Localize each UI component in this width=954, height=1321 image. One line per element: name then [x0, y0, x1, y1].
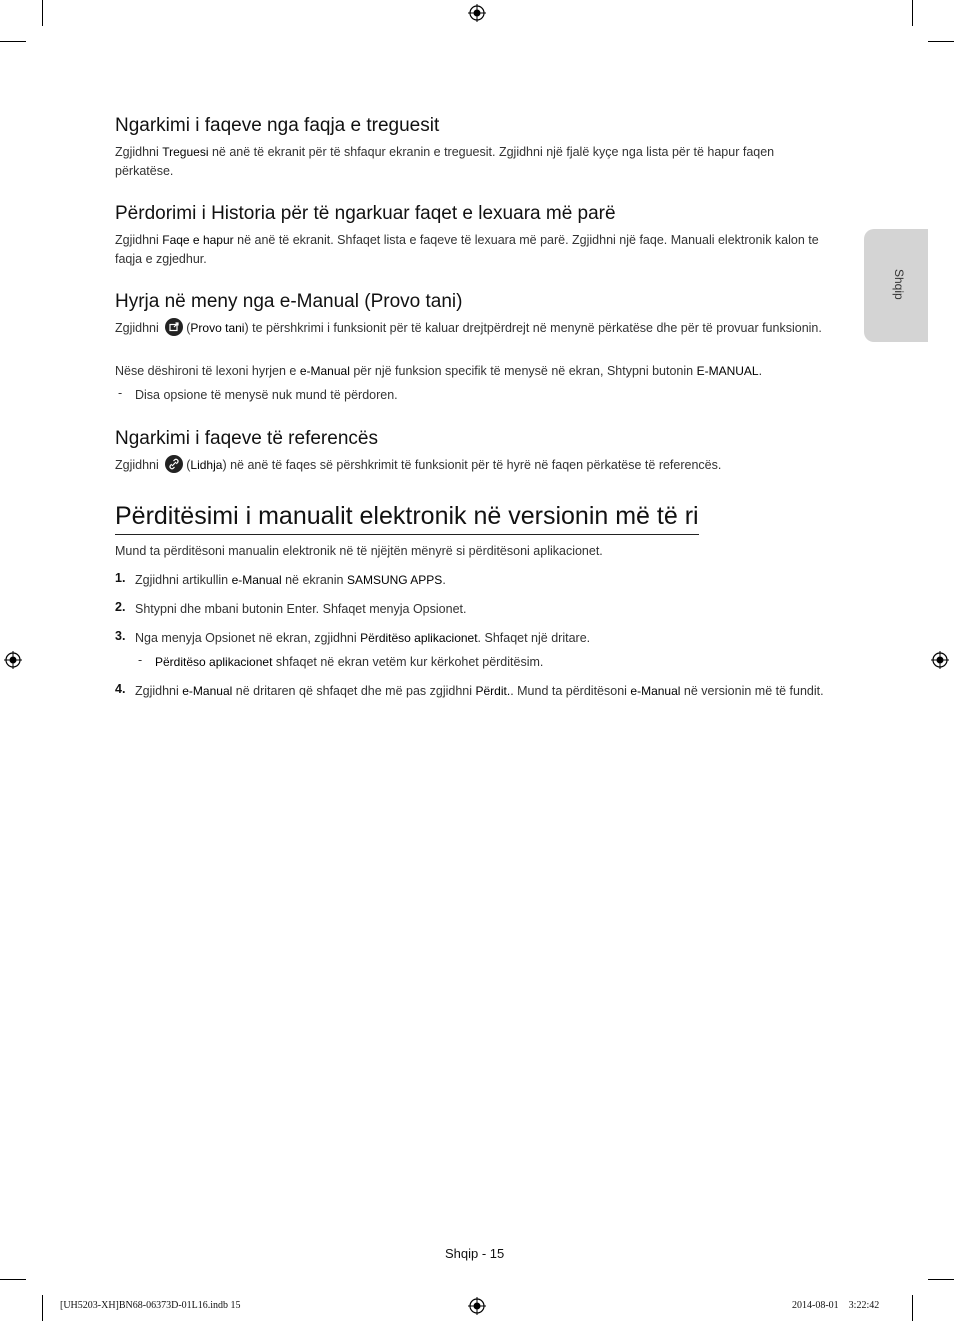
keyword-samsung-apps: SAMSUNG APPS — [346, 573, 443, 587]
keyword-update-apps: Përditëso aplikacionet — [155, 655, 273, 669]
print-file-info: [UH5203-XH]BN68-06373D-01L16.indb 15 — [60, 1300, 241, 1311]
print-date-info: 2014-08-01 3:22:42 — [792, 1300, 880, 1311]
keyword-perdit: Përdit. — [475, 684, 511, 698]
section-text-try-now: Zgjidhni (Provo tani) te përshkrimi i funksionit për të kaluar drejtpërdrejt në menynë përkatëse dhe për të provuar funksionin. — [115, 318, 835, 338]
step-3-note: Përditëso aplikacionet shfaqet në ekran vetëm kur kërkohet përditësim. — [155, 655, 544, 669]
section-text-history: Zgjidhni Faqe e hapur në anë të ekranit. Shfaqet lista e faqeve të lexuara më parë. Zgjidhni një faqe. Manuali elektronik kalon te faqja e zgjedhur. — [115, 233, 819, 266]
section-text-e-manual-key: Nëse dëshironi të lexoni hyrjen e e-Manual për një funksion specifik të menysë në ekran, Shtypni butonin E-MANUAL. — [115, 364, 763, 378]
note-dash: - — [138, 653, 143, 667]
keyword-e-manual: e-Manual — [231, 573, 282, 587]
crop-mark — [0, 41, 26, 42]
section-title-index: Ngarkimi i faqeve nga faqja e treguesit — [115, 115, 440, 136]
keyword-provo-tani: Provo tani — [190, 321, 245, 335]
registration-mark-icon — [468, 1297, 486, 1315]
step-number: 2. — [115, 600, 126, 614]
crop-mark — [42, 0, 43, 26]
keyword-update-apps: Përditëso aplikacionet — [360, 631, 478, 645]
step-3: Nga menyja Opsionet në ekran, zgjidhni Përditëso aplikacionet. Shfaqet një dritare. — [135, 631, 591, 645]
page-number: Shqip - 15 — [445, 1246, 505, 1261]
step-number: 4. — [115, 682, 126, 696]
keyword-lidhja: Lidhja — [190, 458, 223, 472]
step-number: 1. — [115, 571, 126, 585]
section-title-history: Përdorimi i Historia për të ngarkuar faqet e lexuara më parë — [115, 203, 616, 224]
crop-mark — [928, 1279, 954, 1280]
keyword-e-manual-button: E-MANUAL — [696, 364, 759, 378]
section-title-reference: Ngarkimi i faqeve të referencës — [115, 428, 378, 449]
registration-mark-icon — [468, 4, 486, 22]
main-title-update: Përditësimi i manualit elektronik në versionin më të ri — [115, 502, 699, 535]
step-number: 3. — [115, 629, 126, 643]
crop-mark — [0, 1279, 26, 1280]
language-side-tab-label: Shqip — [892, 269, 906, 300]
step-4: Zgjidhni e-Manual në dritaren që shfaqet dhe më pas zgjidhni Përdit.. Mund ta përditësoni e-Manual në versionin më të fundit. — [135, 684, 824, 698]
step-1: Zgjidhni artikullin e-Manual në ekranin SAMSUNG APPS. — [135, 573, 446, 587]
section-note-try-now: Disa opsione të menysë nuk mund të përdoren. — [135, 388, 398, 402]
section-title-try-now: Hyrja në meny nga e-Manual (Provo tani) — [115, 291, 463, 312]
crop-mark — [912, 1295, 913, 1321]
try-now-icon — [165, 318, 183, 336]
link-icon — [165, 455, 183, 473]
language-side-tab — [864, 229, 928, 342]
note-dash: - — [118, 386, 123, 400]
keyword-faqe-e-hapur: Faqe e hapur — [162, 233, 234, 247]
crop-mark — [912, 0, 913, 26]
keyword-e-manual: e-Manual — [182, 684, 233, 698]
keyword-e-manual: e-Manual — [630, 684, 681, 698]
section-text-index: Zgjidhni Treguesi në anë të ekranit për të shfaqur ekranin e treguesit. Zgjidhni një fjalë kyçe nga lista për të hapur faqen përkatëse. — [115, 145, 775, 178]
crop-mark — [928, 41, 954, 42]
step-2: Shtypni dhe mbani butonin Enter. Shfaqet menyja Opsionet. — [135, 602, 467, 616]
keyword-e-manual: e-Manual — [299, 364, 350, 378]
main-intro: Mund ta përditësoni manualin elektronik në të njëjtën mënyrë si përditësoni aplikacionet. — [115, 544, 603, 558]
crop-mark — [42, 1295, 43, 1321]
registration-mark-icon — [931, 651, 949, 669]
keyword-treguesi: Treguesi — [162, 145, 209, 159]
registration-mark-icon — [4, 651, 22, 669]
section-text-reference: Zgjidhni (Lidhja) në anë të faqes së përshkrimit të funksionit për të hyrë në faqen përkatëse të referencës. — [115, 455, 835, 475]
